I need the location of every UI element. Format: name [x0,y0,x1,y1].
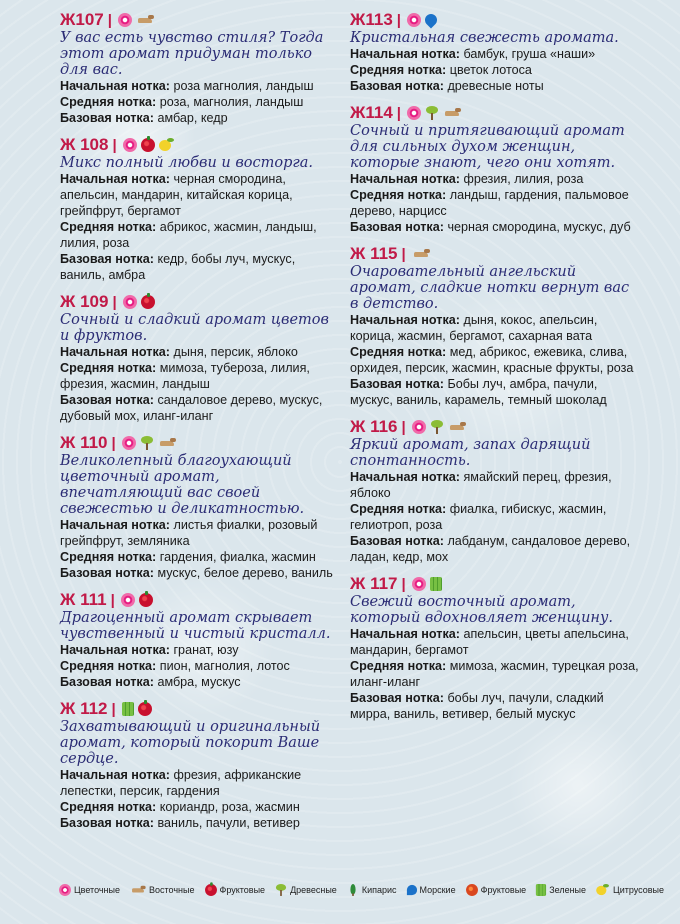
separator: | [112,136,117,154]
middle-note-value: пион, магнолия, лотос [159,659,290,673]
base-note-value: амбра, мускус [157,675,241,689]
left-column [60,10,342,840]
perfume-entry [60,433,342,581]
top-note-value: роза магнолия, ландыш [173,79,314,93]
perfume-description: Захватывающий и оригинальный аромат, который покорит Ваше сердце. [60,719,321,767]
category-icons [412,577,442,591]
base-note-value: древесные ноты [447,79,544,93]
top-note [350,312,640,344]
top-note-label: Начальная нотка: [350,172,460,186]
perfume-entry [350,574,640,722]
base-note-value: черная смородина, мускус, дуб [447,220,631,234]
base-note [60,392,342,424]
base-note-value: сандаловое дерево, мускус, дубовый мох, иланг-иланг [60,393,323,423]
base-note-value: ваниль, пачули, ветивер [157,816,300,830]
legend-item [58,883,120,897]
category-icons [407,13,437,27]
top-note [60,517,342,549]
perfume-code: Ж114 [350,103,393,122]
citrus-icon [596,884,610,896]
legend-item [595,883,664,897]
middle-note-label: Средняя нотка: [60,800,157,814]
category-icons [118,13,154,27]
floral-icon [123,138,137,152]
base-note-label: Базовая нотка: [60,566,154,580]
base-note-value: кедр, бобы луч, мускус, ваниль, амбра [60,252,296,282]
middle-note-value: абрикос, жасмин, ландыш, лилия, роза [60,220,317,250]
legend-label: Зеленые [549,885,587,895]
base-note [350,690,640,722]
middle-note-value: мимоза, тубероза, лилия, фрезия, жасмин, ландыш [60,361,310,391]
top-note-label: Начальная нотка: [60,643,170,657]
perfume-description: Драгоценный аромат скрывает чувственный и чистый кристалл. [60,610,331,642]
perfume-entry [60,699,342,831]
base-note [60,251,342,283]
perfume-entry [350,244,640,408]
legend-item [465,883,527,897]
perfume-code: Ж107 [60,10,104,29]
top-note [60,344,342,360]
perfume-description: Кристальная свежесть аромата. [350,30,619,46]
perfume-code: Ж113 [350,10,393,29]
top-note-label: Начальная нотка: [60,345,170,359]
fruity-icon [139,593,153,607]
base-note-label: Базовая нотка: [350,79,444,93]
perfume-entry [60,135,342,283]
entry-header [60,135,342,155]
middle-note-value: мед, абрикос, ежевика, слива, орхидея, персик, жасмин, красные фрукты, роза [350,345,634,375]
perfume-code: Ж 109 [60,292,109,311]
base-note-value: лабданум, сандаловое дерево, ладан, кедр, мох [350,534,631,564]
woody-icon [275,884,287,896]
oriental-icon [136,15,154,25]
category-icons [123,295,155,309]
base-note [350,533,640,565]
perfume-entry [60,10,342,126]
middle-note [350,187,640,219]
middle-note-label: Средняя нотка: [350,63,447,77]
perfume-code: Ж 117 [350,574,398,593]
base-note [60,815,342,831]
oriental-icon [448,422,466,432]
perfume-code: Ж 115 [350,244,398,263]
entry-header [60,10,342,30]
base-note-value: амбар, кедр [157,111,228,125]
perfume-description: Очаровательный ангельский аромат, сладкие нотки вернут вас в детство. [350,264,630,312]
category-icons [407,106,461,120]
top-note [60,642,342,658]
top-note-value: фрезия, африканские лепестки, персик, гардения [60,768,302,798]
separator: | [396,11,401,29]
top-note-value: дыня, персик, яблоко [173,345,298,359]
perfume-entry [350,103,640,235]
base-note-label: Базовая нотка: [60,393,154,407]
category-icons [412,249,430,259]
legend-item [535,883,586,897]
floral-icon [412,577,426,591]
middle-note-label: Средняя нотка: [350,502,447,516]
category-icons [121,593,153,607]
top-note-value: черная смородина, апельсин, мандарин, китайская корица, грейпфрут, бергамот [60,172,293,218]
perfume-entry [350,10,640,94]
fruity-icon [141,295,155,309]
middle-note-label: Средняя нотка: [60,95,157,109]
perfume-code: Ж 116 [350,417,398,436]
middle-note-label: Средняя нотка: [60,550,157,564]
legend-item [406,884,456,896]
top-note-label: Начальная нотка: [350,627,460,641]
entry-header [350,10,640,30]
legend-label: Морские [419,885,456,895]
entry-header [60,433,342,453]
middle-note-value: цветок лотоса [449,63,532,77]
oriental-icon [158,438,176,448]
green-icon [430,577,442,591]
middle-note-label: Средняя нотка: [60,361,157,375]
marine-icon [423,12,440,29]
middle-note-label: Средняя нотка: [350,345,447,359]
legend-label: Кипарис [361,885,397,895]
middle-note-value: фиалка, гибискус, жасмин, гелиотроп, роза [350,502,607,532]
middle-note-value: роза, магнолия, ландыш [159,95,304,109]
entry-header [350,417,640,437]
green-icon [536,884,546,896]
middle-note [350,62,640,78]
middle-note [350,658,640,690]
top-note-value: апельсин, цветы апельсина, мандарин, бергамот [350,627,629,657]
base-note-label: Базовая нотка: [350,377,444,391]
top-note-value: фрезия, лилия, роза [463,172,584,186]
floral-icon [407,13,421,27]
top-note-value: гранат, юзу [173,643,239,657]
middle-note [60,219,342,251]
floral-icon [407,106,421,120]
legend-label: Фруктовые [219,885,266,895]
perfume-entry [350,417,640,565]
middle-note [60,360,342,392]
perfume-entry [60,590,342,690]
separator: | [110,591,115,609]
category-icons [412,420,466,434]
separator: | [401,418,406,436]
base-note-label: Базовая нотка: [350,534,444,548]
middle-note-value: ландыш, гардения, пальмовое дерево, нарцисс [350,188,629,218]
marine-icon [406,885,416,895]
base-note-label: Базовая нотка: [60,675,154,689]
separator: | [401,245,406,263]
base-note [60,110,342,126]
middle-note-label: Средняя нотка: [60,659,157,673]
top-note [60,767,342,799]
middle-note-value: кориандр, роза, жасмин [159,800,300,814]
separator: | [112,293,117,311]
perfume-code: Ж 110 [60,433,108,452]
middle-note [350,501,640,533]
top-note-label: Начальная нотка: [350,470,460,484]
separator: | [396,104,401,122]
base-note [60,565,342,581]
legend-item [129,885,194,895]
middle-note-value: мимоза, жасмин, турецкая роза, иланг-иланг [350,659,639,689]
middle-note [60,94,342,110]
perfume-description: Микс полный любви и восторга. [60,155,313,171]
legend-item [204,883,266,897]
perfume-code: Ж 111 [60,590,107,609]
cypress-icon [347,884,359,896]
middle-note [60,658,342,674]
top-note-value: бамбук, груша «наши» [463,47,596,61]
perfume-description: Яркий аромат, запах дарящий спонтанность. [350,437,591,469]
floral-icon [118,13,132,27]
floral-icon [121,593,135,607]
top-note-value: листья фиалки, розовый грейпфрут, земляника [60,518,318,548]
fruity-icon [138,702,152,716]
right-column [350,10,640,731]
fruity-icon [141,138,155,152]
green-icon [122,702,134,716]
top-note-label: Начальная нотка: [60,79,170,93]
legend [58,883,664,897]
legend-label: Древесные [290,885,337,895]
top-note [60,171,342,219]
legend-label: Цветочные [74,885,121,895]
top-note-label: Начальная нотка: [60,518,170,532]
top-note [350,46,640,62]
floral-icon [59,884,71,896]
legend-label: Цитрусовые [613,885,665,895]
base-note-label: Базовая нотка: [60,252,154,266]
legend-label: Фруктовые [480,885,527,895]
base-note-value: мускус, белое дерево, ваниль [157,566,333,580]
perfume-description: У вас есть чувство стиля? Тогда этот аромат придуман только для вас. [60,30,324,78]
entry-header [60,590,342,610]
base-note [350,219,640,235]
entry-header [60,699,342,719]
entry-header [350,574,640,594]
perfume-description: Сочный и сладкий аромат цветов и фруктов. [60,312,329,344]
woody-icon [425,106,439,120]
top-note-label: Начальная нотка: [350,313,460,327]
woody-icon [140,436,154,450]
category-icons [123,138,175,152]
separator: | [401,575,406,593]
category-icons [122,436,176,450]
base-note-label: Базовая нотка: [350,691,444,705]
floral-icon [412,420,426,434]
perfume-entry [60,292,342,424]
citrus-icon [159,138,175,152]
separator: | [107,11,112,29]
base-note-value: Бобы луч, амбра, пачули, мускус, ваниль, карамель, темный шоколад [350,377,607,407]
category-icons [122,702,152,716]
base-note [350,376,640,408]
perfume-code: Ж 112 [60,699,108,718]
top-note-value: ямайский перец, фрезия, яблоко [350,470,612,500]
base-note-label: Базовая нотка: [60,111,154,125]
oriental-icon [412,249,430,259]
middle-note-label: Средняя нотка: [350,659,447,673]
middle-note-label: Средняя нотка: [350,188,447,202]
middle-note-label: Средняя нотка: [60,220,157,234]
top-note-label: Начальная нотка: [60,172,170,186]
oriental-icon [443,108,461,118]
perfume-description: Сочный и притягивающий аромат для сильных духом женщин, которые знают, чего они хотят. [350,123,625,171]
middle-note [60,799,342,815]
legend-item [274,883,337,897]
top-note-label: Начальная нотка: [350,47,460,61]
top-note-label: Начальная нотка: [60,768,170,782]
fruity2-icon [466,884,478,896]
entry-header [350,244,640,264]
top-note [350,469,640,501]
legend-label: Восточные [149,885,195,895]
base-note-label: Базовая нотка: [60,816,154,830]
entry-header [60,292,342,312]
top-note [350,171,640,187]
floral-icon [123,295,137,309]
top-note-value: дыня, кокос, апельсин, корица, жасмин, бергамот, сахарная вата [350,313,598,343]
base-note [350,78,640,94]
separator: | [111,434,116,452]
legend-item [346,883,397,897]
floral-icon [122,436,136,450]
oriental-icon [130,886,145,895]
woody-icon [430,420,444,434]
top-note [350,626,640,658]
middle-note [60,549,342,565]
base-note-label: Базовая нотка: [350,220,444,234]
top-note [60,78,342,94]
middle-note [350,344,640,376]
perfume-code: Ж 108 [60,135,109,154]
entry-header [350,103,640,123]
separator: | [111,700,116,718]
perfume-description: Великолепный благоухающий цветочный аромат, впечатляющий вас своей свежестью и деликатностью. [60,453,305,517]
base-note-value: бобы луч, пачули, сладкий мирра, ваниль, ветивер, белый мускус [350,691,604,721]
middle-note-value: гардения, фиалка, жасмин [159,550,316,564]
fruity-icon [205,884,217,896]
base-note [60,674,342,690]
perfume-description: Свежий восточный аромат, который вдохновляет женщину. [350,594,613,626]
